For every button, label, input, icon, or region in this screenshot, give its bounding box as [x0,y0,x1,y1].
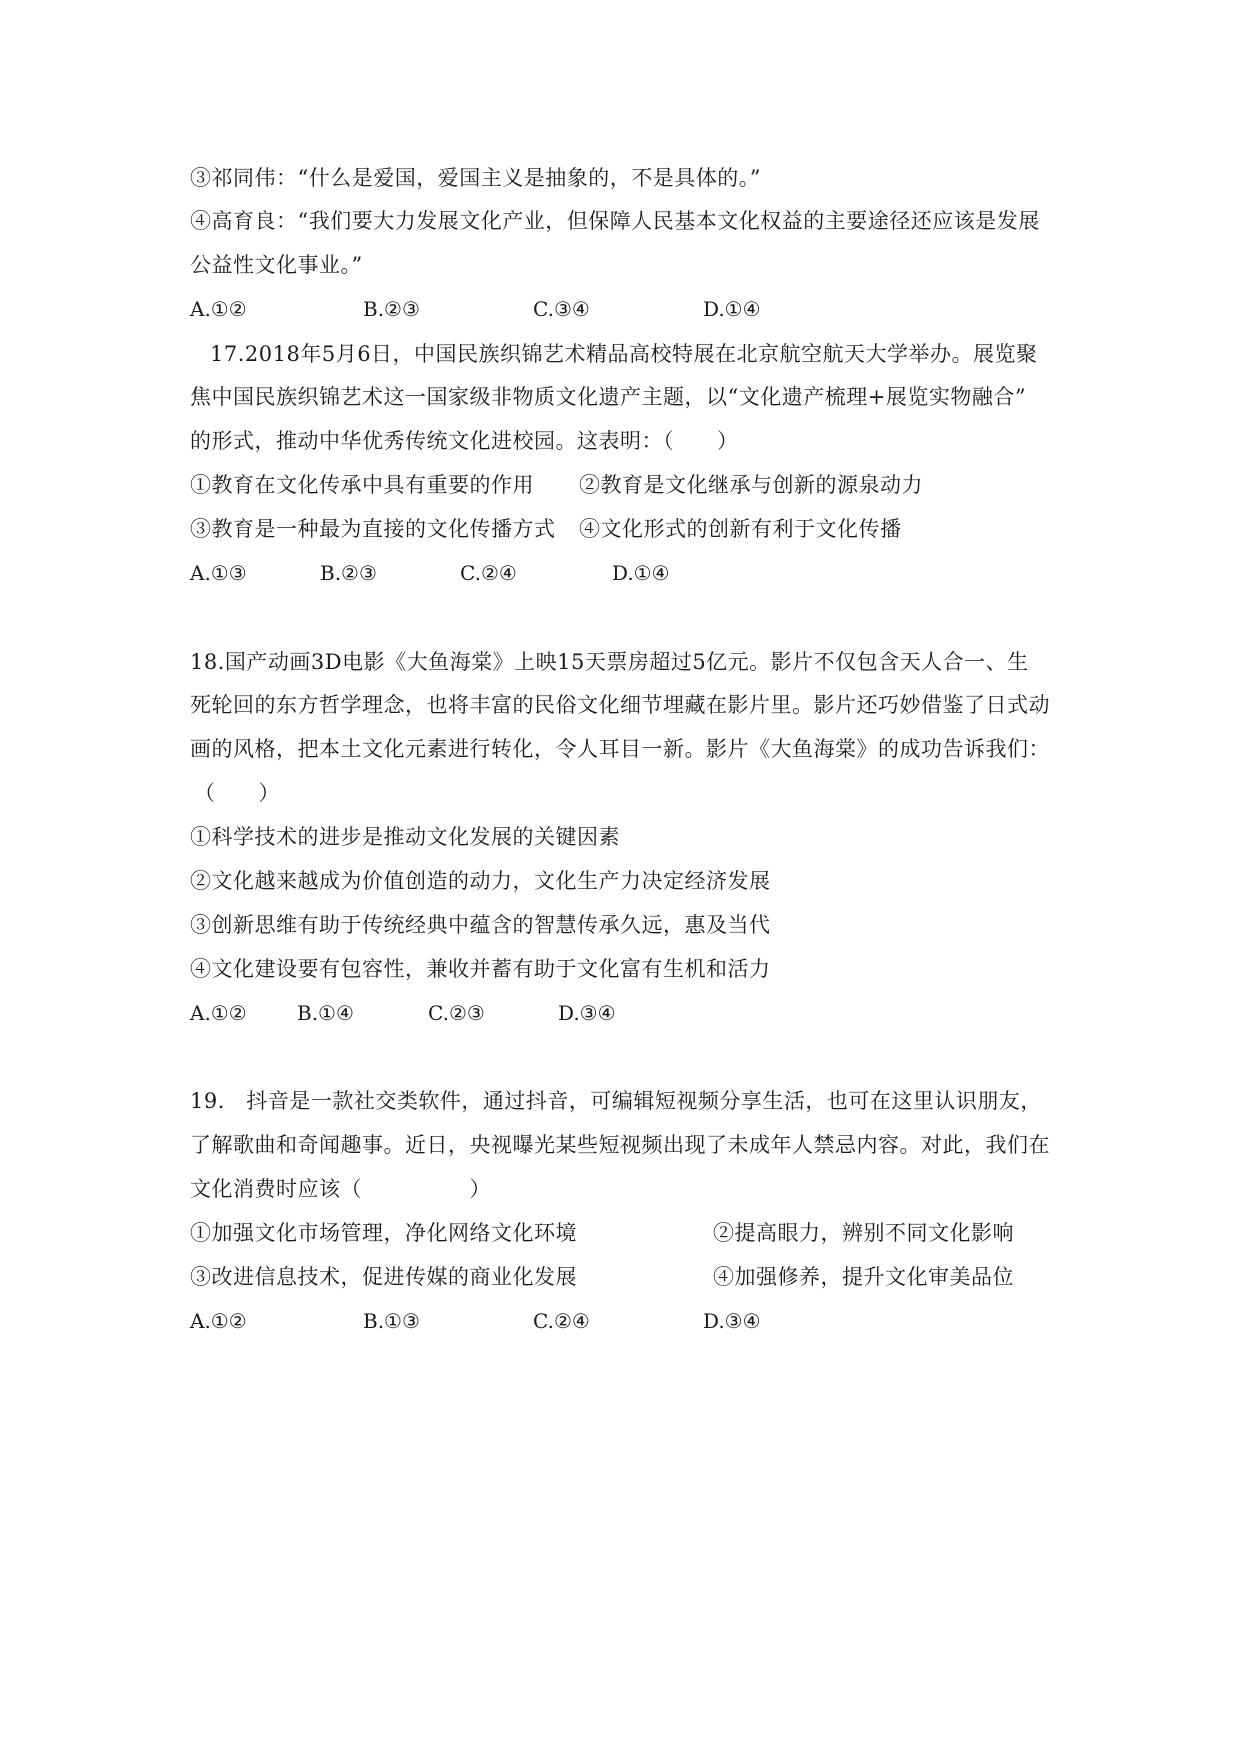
q17-option-a: A.①③ [190,561,247,585]
q19-statement-4: ④加强修养，提升文化审美品位 [713,1265,1014,1289]
q18-statement-4: ④文化建设要有包容性，兼收并蓄有助于文化富有生机和活力 [190,957,771,981]
q17-stem-line-2: 焦中国民族织锦艺术这一国家级非物质文化遗产主题，以“文化遗产梳理+展览实物融合” [190,385,1027,409]
q19-stem-line-3: 文化消费时应该（ ） [190,1177,491,1201]
q19-statement-2: ②提高眼力，辨别不同文化影响 [713,1221,1014,1245]
q17-statement-3: ③教育是一种最为直接的文化传播方式 [190,517,556,541]
q18-option-c: C.②③ [428,1001,485,1025]
q16-option-b: B.②③ [363,297,420,321]
q19-option-c: C.②④ [533,1309,590,1333]
q18-option-a: A.①② [190,1001,247,1025]
q17-statement-2: ②教育是文化继承与创新的源泉动力 [579,473,923,497]
q16-statement-4-line-2: 公益性文化事业。” [190,253,363,277]
q18-option-d: D.③④ [558,1001,616,1025]
q17-option-c: C.②④ [460,561,517,585]
q16-statement-4-line-1: ④高育良：“我们要大力发展文化产业，但保障人民基本文化权益的主要途径还应该是发展 [190,209,1040,233]
q17-option-d: D.①④ [612,561,670,585]
q17-option-b: B.②③ [320,561,377,585]
q16-option-d: D.①④ [703,297,761,321]
q19-option-b: B.①③ [363,1309,420,1333]
q19-stem-line-2: 了解歌曲和奇闻趣事。近日，央视曝光某些短视频出现了未成年人禁忌内容。对此，我们在 [190,1133,1050,1157]
q18-statement-1: ①科学技术的进步是推动文化发展的关键因素 [190,825,620,849]
q18-option-b: B.①④ [297,1001,354,1025]
q18-statement-2: ②文化越来越成为价值创造的动力，文化生产力决定经济发展 [190,869,771,893]
q17-stem-line-3: 的形式，推动中华优秀传统文化进校园。这表明：（ ） [190,429,739,453]
q19-option-d: D.③④ [703,1309,761,1333]
q18-stem-line-2: 死轮回的东方哲学理念，也将丰富的民俗文化细节埋藏在影片里。影片还巧妙借鉴了日式动 [190,693,1050,717]
q17-statement-1: ①教育在文化传承中具有重要的作用 [190,473,534,497]
q18-statement-3: ③创新思维有助于传统经典中蕴含的智慧传承久远，惠及当代 [190,913,771,937]
q16-option-c: C.③④ [533,297,590,321]
q18-stem-line-3: 画的风格，把本土文化元素进行转化，令人耳目一新。影片《大鱼海棠》的成功告诉我们： [190,737,1050,761]
q19-statement-1: ①加强文化市场管理，净化网络文化环境 [190,1221,577,1245]
q16-statement-3: ③祁同伟：“什么是爱国，爱国主义是抽象的，不是具体的。” [190,166,761,190]
q16-option-a: A.①② [190,297,247,321]
q17-stem-line-1: 17.2018年5月6日，中国民族织锦艺术精品高校特展在北京航空航天大学举办。展览聚 [210,342,1038,366]
q19-option-a: A.①② [190,1309,247,1333]
q18-stem-line-1: 18.国产动画3D电影《大鱼海棠》上映15天票房超过5亿元。影片不仅包含天人合一、生 [190,650,1029,674]
q19-stem-line-1: 19. 抖音是一款社交类软件，通过抖音，可编辑短视频分享生活，也可在这里认识朋友， [190,1089,1042,1113]
q17-statement-4: ④文化形式的创新有利于文化传播 [579,517,902,541]
q19-statement-3: ③改进信息技术，促进传媒的商业化发展 [190,1265,577,1289]
q18-stem-line-4: （ ） [194,781,280,805]
